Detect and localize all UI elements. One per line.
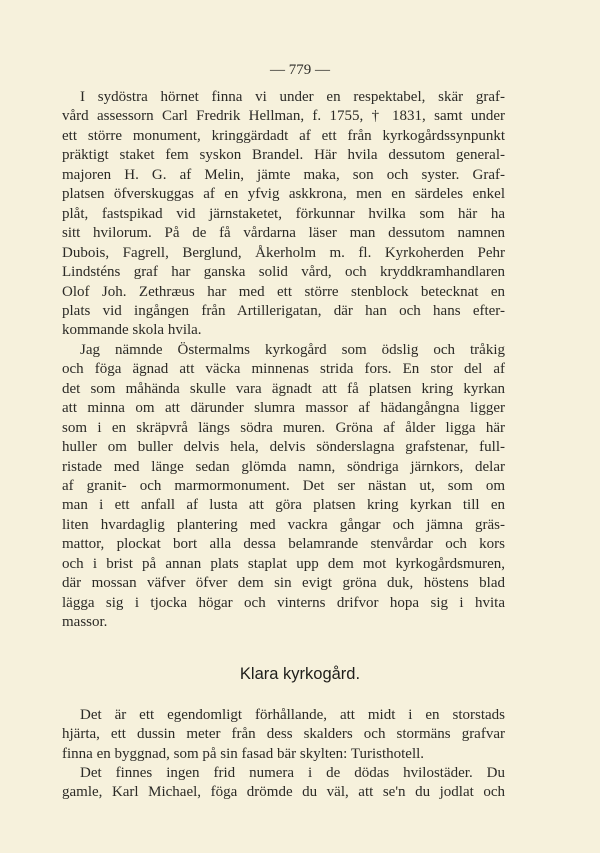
text-line: af granit- och marmormonument. Det ser nästan ut, som om xyxy=(62,478,505,494)
text-line: Lindsténs graf har ganska solid vård, och kryddkramhandlaren xyxy=(62,264,505,281)
text-line: mattor, plockat bort alla dessa belamrande stenvårdar och kors xyxy=(62,536,505,553)
text-line: Dubois, Fagrell, Berglund, Åkerholm m. fl. Kyrkoherden Pehr xyxy=(62,244,505,261)
text-line: präktigt staket fem syskon Brandel. Här hvila dessutom general- xyxy=(62,147,505,164)
text-line: plats vid ingången från Artillerigatan, där han och hans efter- xyxy=(62,302,505,319)
text-line: huller om buller delvis hela, delvis sönderslagna grafstenar, full- xyxy=(62,439,505,456)
text-line: plåt, fastspikad vid järnstaketet, förkunnar hvilka som här ha xyxy=(62,205,505,222)
text-line: ett större monument, kringgärdadt af ett från kyrkogårdssynpunkt xyxy=(62,127,505,144)
text-line: och i brist på annan plats staplat upp dem mot kyrkogårdsmuren, xyxy=(62,555,505,572)
text-line: Jag nämnde Östermalms kyrkogård som ödslig och tråkig xyxy=(80,341,505,358)
page-number: — 779 — xyxy=(270,62,330,78)
text-line: massor. xyxy=(62,614,108,631)
text-line: ristade med länge sedan glömda namn, söndriga järnkors, delar xyxy=(62,458,505,475)
text-line: där mossan väfver öfver dem sin evigt gröna duk, höstens blad xyxy=(62,575,505,592)
text-line: vård assessorn Carl Fredrik Hellman, f. 1755, † 1831, samt under xyxy=(62,108,505,125)
text-line: hjärta, ett dussin meter från dess skalders och stormäns grafvar xyxy=(62,726,505,743)
text-line: att minna om att därunder slumra massor af hädangångna ligger xyxy=(62,400,505,417)
text-line: och föga ägnad att väcka minnenas strida fors. En stor del af xyxy=(62,361,505,378)
text-line: majoren H. G. af Melin, jämte maka, son och syster. Graf- xyxy=(62,166,505,183)
text-line: lägga sig i tjocka högar och vinterns drifvor hopa sig i hvita xyxy=(62,594,505,611)
section-heading: Klara kyrkogård. xyxy=(239,665,361,683)
text-line: Olof Joh. Zethræus har med ett större stenblock betecknat en xyxy=(62,283,505,300)
text-line: finna en byggnad, som på sin fasad bär skylten: Turisthotell. xyxy=(62,745,425,762)
text-line: sitt hvilorum. På de få vårdarna läser man dessutom namnen xyxy=(62,225,505,242)
text-line: som i en skräpvrå längs södra muren. Gröna af ålder ligga här xyxy=(62,419,505,436)
text-line: liten hvardaglig plantering med vackra gångar och jämna gräs- xyxy=(62,516,505,533)
text-line: man i ett anfall af lusta att göra platsen kring kyrkan till en xyxy=(62,497,505,514)
text-line: Det finnes ingen frid numera i de dödas hvilostäder. Du xyxy=(80,764,505,781)
text-line: platsen öfverskuggas af en yfvig askkrona, men en särdeles enkel xyxy=(62,186,505,203)
text-line: Det är ett egendomligt förhållande, att midt i en storstads xyxy=(80,707,505,723)
text-line: kommande skola hvila. xyxy=(62,322,202,339)
text-line: I sydöstra hörnet finna vi under en respektabel, skär graf- xyxy=(80,89,505,105)
text-line: det som måhända skulle vara ägnadt att få platsen kring kyrkan xyxy=(62,380,505,397)
text-line: gamle, Karl Michael, föga drömde du väl, att se'n du jodlat och xyxy=(62,784,505,801)
